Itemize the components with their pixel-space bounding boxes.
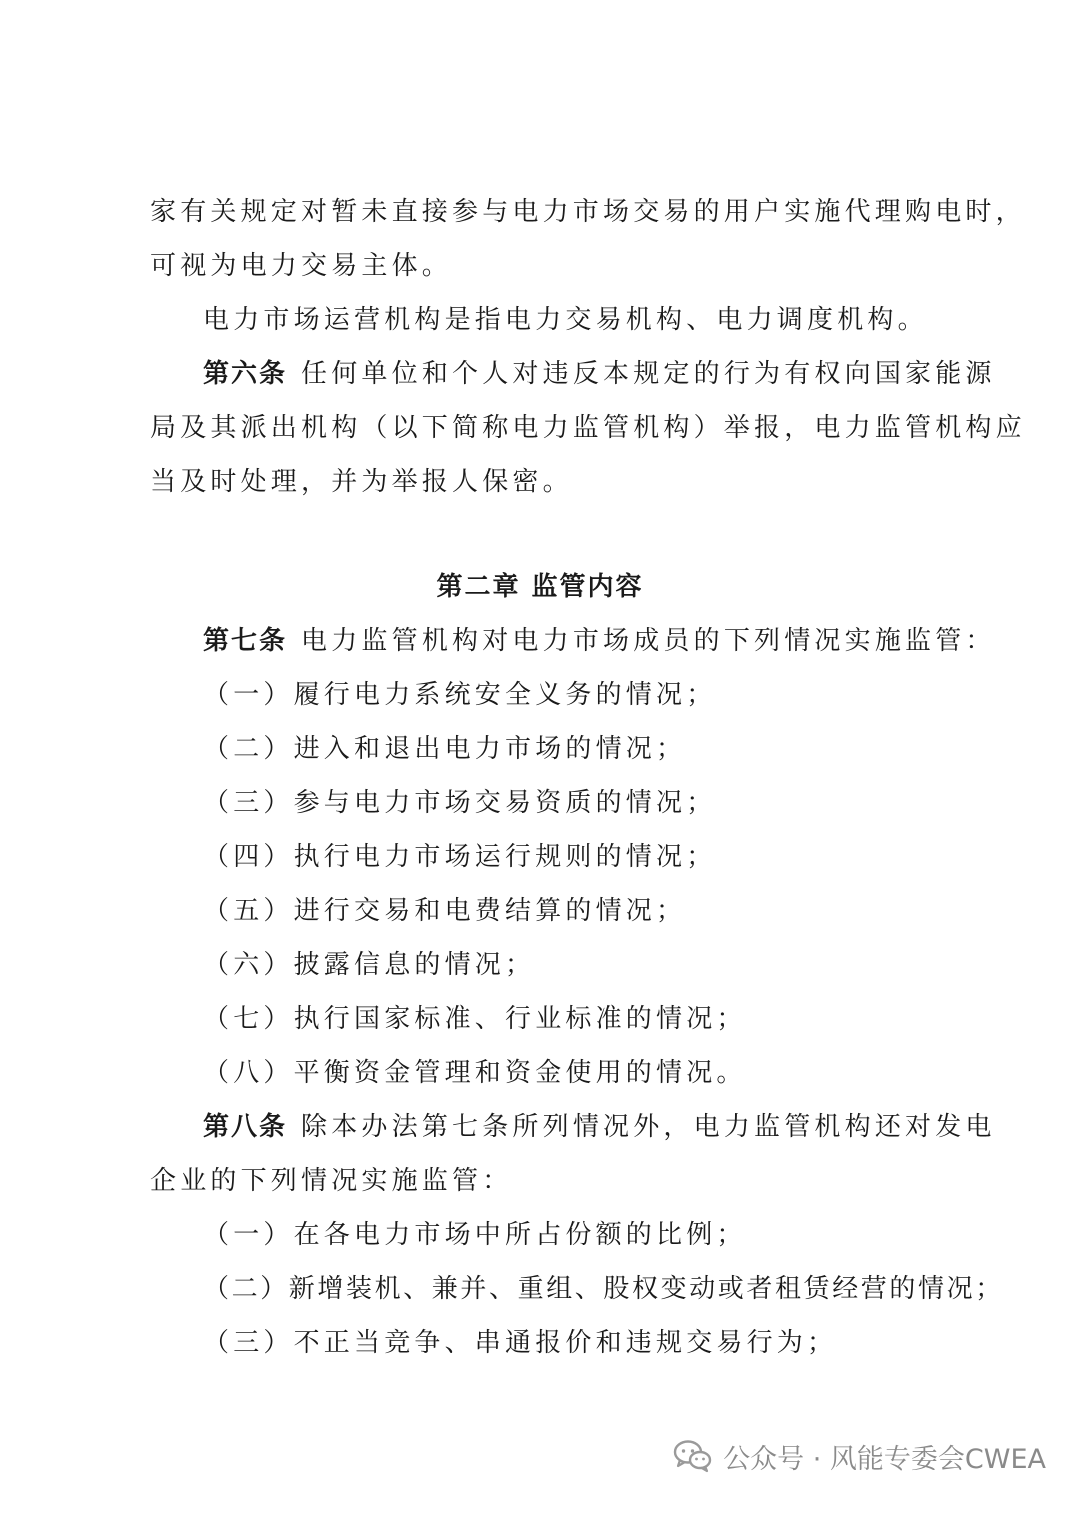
list-item: （六）披露信息的情况；	[203, 950, 536, 980]
article-6-label: 第六条	[203, 359, 288, 389]
watermark	[673, 1434, 1046, 1478]
article-8-label: 第八条	[203, 1112, 288, 1142]
list-item: （一）在各电力市场中所占份额的比例；	[203, 1220, 747, 1250]
paragraph-line: 电力市场运营机构是指电力交易机构、电力调度机构。	[203, 305, 928, 335]
article-6-text: 任何单位和个人对违反本规定的行为有权向国家能源	[301, 359, 996, 389]
article-6-line	[203, 354, 996, 394]
paragraph-line: 局及其派出机构（以下简称电力监管机构）举报，电力监管机构应	[150, 413, 1026, 443]
paragraph-line: 当及时处理，并为举报人保密。	[150, 467, 573, 497]
list-item: （三）不正当竞争、串通报价和违规交易行为；	[203, 1328, 838, 1358]
list-item: （八）平衡资金管理和资金使用的情况。	[203, 1058, 747, 1088]
paragraph-line: 家有关规定对暂未直接参与电力市场交易的用户实施代理购电时，	[150, 197, 1026, 227]
list-item: （四）执行电力市场运行规则的情况；	[203, 842, 717, 872]
paragraph-line: 可视为电力交易主体。	[150, 251, 453, 281]
list-item: （三）参与电力市场交易资质的情况；	[203, 788, 717, 818]
watermark-text: 公众号 · 风能专委会CWEA	[723, 1443, 1046, 1475]
article-7-line	[203, 621, 996, 661]
wechat-icon	[673, 1439, 713, 1473]
article-8-line	[203, 1107, 996, 1147]
list-item: （一）履行电力系统安全义务的情况；	[203, 680, 717, 710]
list-item: （二）进入和退出电力市场的情况；	[203, 734, 687, 764]
article-8-text: 除本办法第七条所列情况外，电力监管机构还对发电	[301, 1112, 996, 1142]
article-7-text: 电力监管机构对电力市场成员的下列情况实施监管：	[301, 626, 996, 656]
chapter-heading: 第二章 监管内容	[436, 572, 644, 602]
list-item: （二）新增装机、兼并、重组、股权变动或者租赁经营的情况；	[203, 1274, 1004, 1304]
list-item: （五）进行交易和电费结算的情况；	[203, 896, 687, 926]
article-7-label: 第七条	[203, 626, 288, 656]
paragraph-line: 企业的下列情况实施监管：	[150, 1166, 513, 1196]
list-item: （七）执行国家标准、行业标准的情况；	[203, 1004, 747, 1034]
